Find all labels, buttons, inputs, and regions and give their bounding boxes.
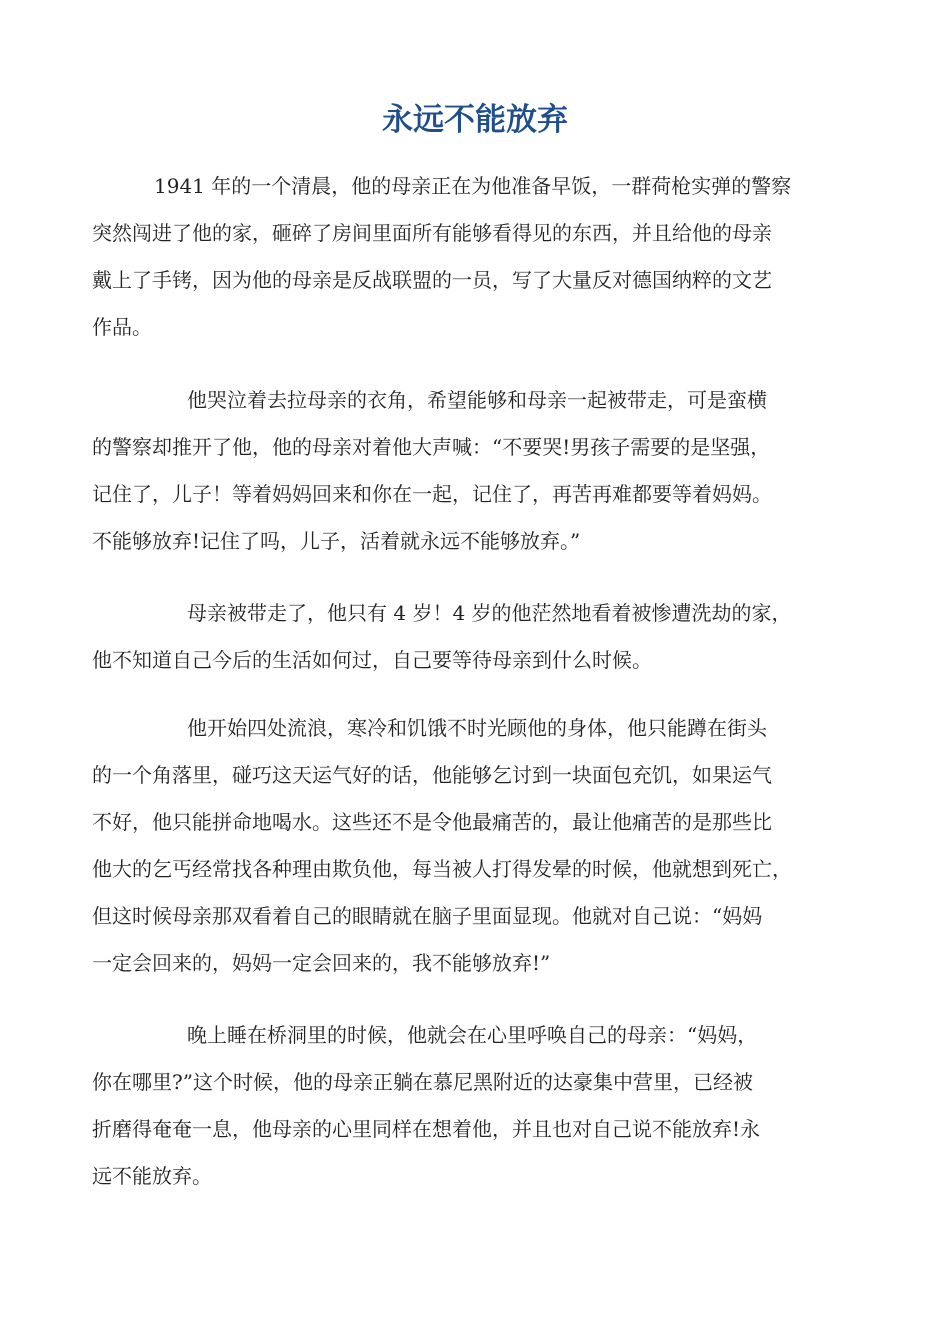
paragraph-line: 母亲被带走了，他只有 4 岁！4 岁的他茫然地看着被惨遭洗劫的家， <box>187 601 792 625</box>
paragraph-line: 远不能放弃。 <box>92 1164 212 1188</box>
paragraph-line: 的一个角落里，碰巧这天运气好的话，他能够乞讨到一块面包充饥，如果运气 <box>92 763 772 787</box>
paragraph-line: 他大的乞丐经常找各种理由欺负他，每当被人打得发晕的时候，他就想到死亡， <box>92 857 792 881</box>
paragraph-line: 晚上睡在桥洞里的时候，他就会在心里呼唤自己的母亲：“妈妈， <box>187 1023 758 1047</box>
paragraph-2 <box>92 377 862 565</box>
document-title: 永远不能放弃 <box>382 102 568 138</box>
paragraph-line: 但这时候母亲那双看着自己的眼睛就在脑子里面显现。他就对自己说：“妈妈 <box>92 904 763 928</box>
paragraph-line: 戴上了手铐，因为他的母亲是反战联盟的一员，写了大量反对德国纳粹的文艺 <box>92 268 772 292</box>
paragraph-line: 他哭泣着去拉母亲的衣角，希望能够和母亲一起被带走，可是蛮横 <box>187 388 767 412</box>
paragraph-3 <box>92 590 862 684</box>
paragraph-line: 的警察却推开了他，他的母亲对着他大声喊：“不要哭!男孩子需要的是坚强， <box>92 435 771 459</box>
paragraph-line: 他开始四处流浪，寒冷和饥饿不时光顾他的身体，他只能蹲在街头 <box>187 716 767 740</box>
paragraph-line: 突然闯进了他的家，砸碎了房间里面所有能够看得见的东西，并且给他的母亲 <box>92 221 772 245</box>
paragraph-1 <box>92 163 862 351</box>
paragraph-line: 作品。 <box>92 315 152 339</box>
paragraph-line: 一定会回来的，妈妈一定会回来的，我不能够放弃!” <box>92 951 551 975</box>
paragraph-line: 不能够放弃!记住了吗，儿子，活着就永远不能够放弃。” <box>92 529 581 553</box>
paragraph-4 <box>92 705 862 987</box>
paragraph-line: 不好，他只能拼命地喝水。这些还不是令他最痛苦的，最让他痛苦的是那些比 <box>92 810 772 834</box>
paragraph-5 <box>92 1012 862 1200</box>
paragraph-line: 1941 年的一个清晨，他的母亲正在为他准备早饭，一群荷枪实弹的警察 <box>154 174 792 198</box>
paragraph-line: 记住了，儿子！等着妈妈回来和你在一起，记住了，再苦再难都要等着妈妈。 <box>92 482 772 506</box>
paragraph-line: 他不知道自己今后的生活如何过，自己要等待母亲到什么时候。 <box>92 648 652 672</box>
paragraph-line: 折磨得奄奄一息，他母亲的心里同样在想着他，并且也对自己说不能放弃!永 <box>92 1117 761 1141</box>
paragraph-line: 你在哪里?”这个时候，他的母亲正躺在慕尼黑附近的达豪集中营里，已经被 <box>92 1070 753 1094</box>
